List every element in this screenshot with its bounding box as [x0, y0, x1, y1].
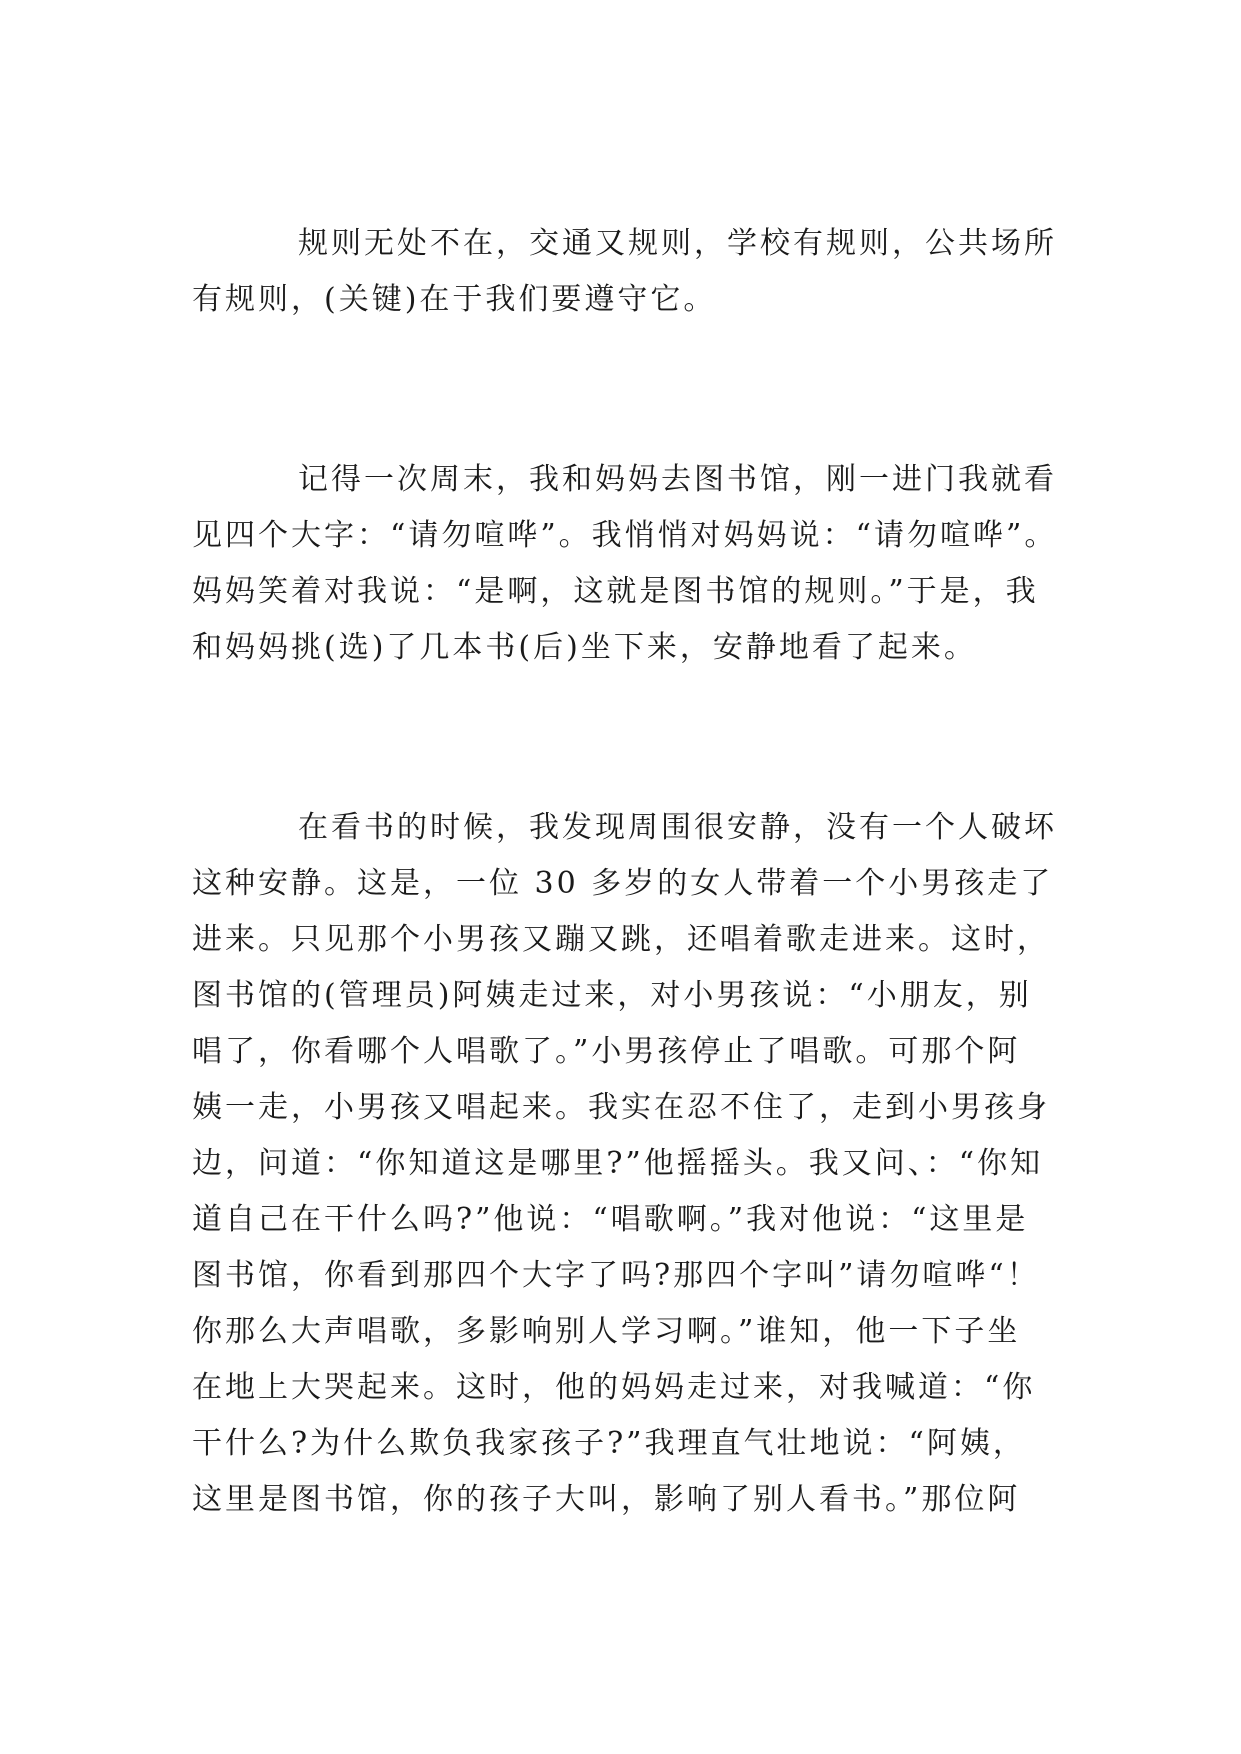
paragraph-line: 你那么大声唱歌，多影响别人学习啊。”谁知，他一下子坐 [192, 1314, 1021, 1349]
paragraph-line: 见四个大字：“请勿喧哗”。我悄悄对妈妈说：“请勿喧哗”。 [192, 518, 1058, 553]
paragraph-line: 图书馆的(管理员)阿姨走过来，对小男孩说：“小朋友，别 [192, 978, 1032, 1013]
paragraph-line: 姨一走，小男孩又唱起来。我实在忍不住了，走到小男孩身 [192, 1090, 1050, 1125]
paragraph-line: 这种安静。这是，一位 30 多岁的女人带着一个小男孩走了 [192, 866, 1054, 901]
paragraph-line: 图书馆，你看到那四个大字了吗?那四个字叫”请勿喧哗“！ [192, 1258, 1040, 1293]
paragraph-line: 唱了，你看哪个人唱歌了。”小男孩停止了唱歌。可那个阿 [192, 1034, 1021, 1069]
paragraph-line: 在看书的时候，我发现周围很安静，没有一个人破坏 [298, 810, 1057, 845]
paragraph-line: 规则无处不在，交通又规则，学校有规则，公共场所 [298, 226, 1057, 261]
paragraph-line: 妈妈笑着对我说：“是啊，这就是图书馆的规则。”于是，我 [192, 574, 1039, 609]
paragraph-line: 在地上大哭起来。这时，他的妈妈走过来，对我喊道：“你 [192, 1370, 1036, 1405]
paragraph-line: 干什么?为什么欺负我家孩子?”我理直气壮地说：“阿姨， [192, 1426, 1026, 1461]
paragraph-line: 有规则，(关键)在于我们要遵守它。 [192, 282, 717, 317]
paragraph-line: 边，问道：“你知道这是哪里?”他摇摇头。我又问、：“你知 [192, 1146, 1044, 1181]
paragraph-line: 这里是图书馆，你的孩子大叫，影响了别人看书。”那位阿 [192, 1482, 1021, 1517]
paragraph-line: 记得一次周末，我和妈妈去图书馆，刚一进门我就看 [298, 462, 1057, 497]
paragraph-line: 进来。只见那个小男孩又蹦又跳，还唱着歌走进来。这时， [192, 922, 1050, 957]
paragraph-line: 道自己在干什么吗?”他说：“唱歌啊。”我对他说：“这里是 [192, 1202, 1029, 1237]
paragraph-line: 和妈妈挑(选)了几本书(后)坐下来，安静地看了起来。 [192, 630, 977, 665]
